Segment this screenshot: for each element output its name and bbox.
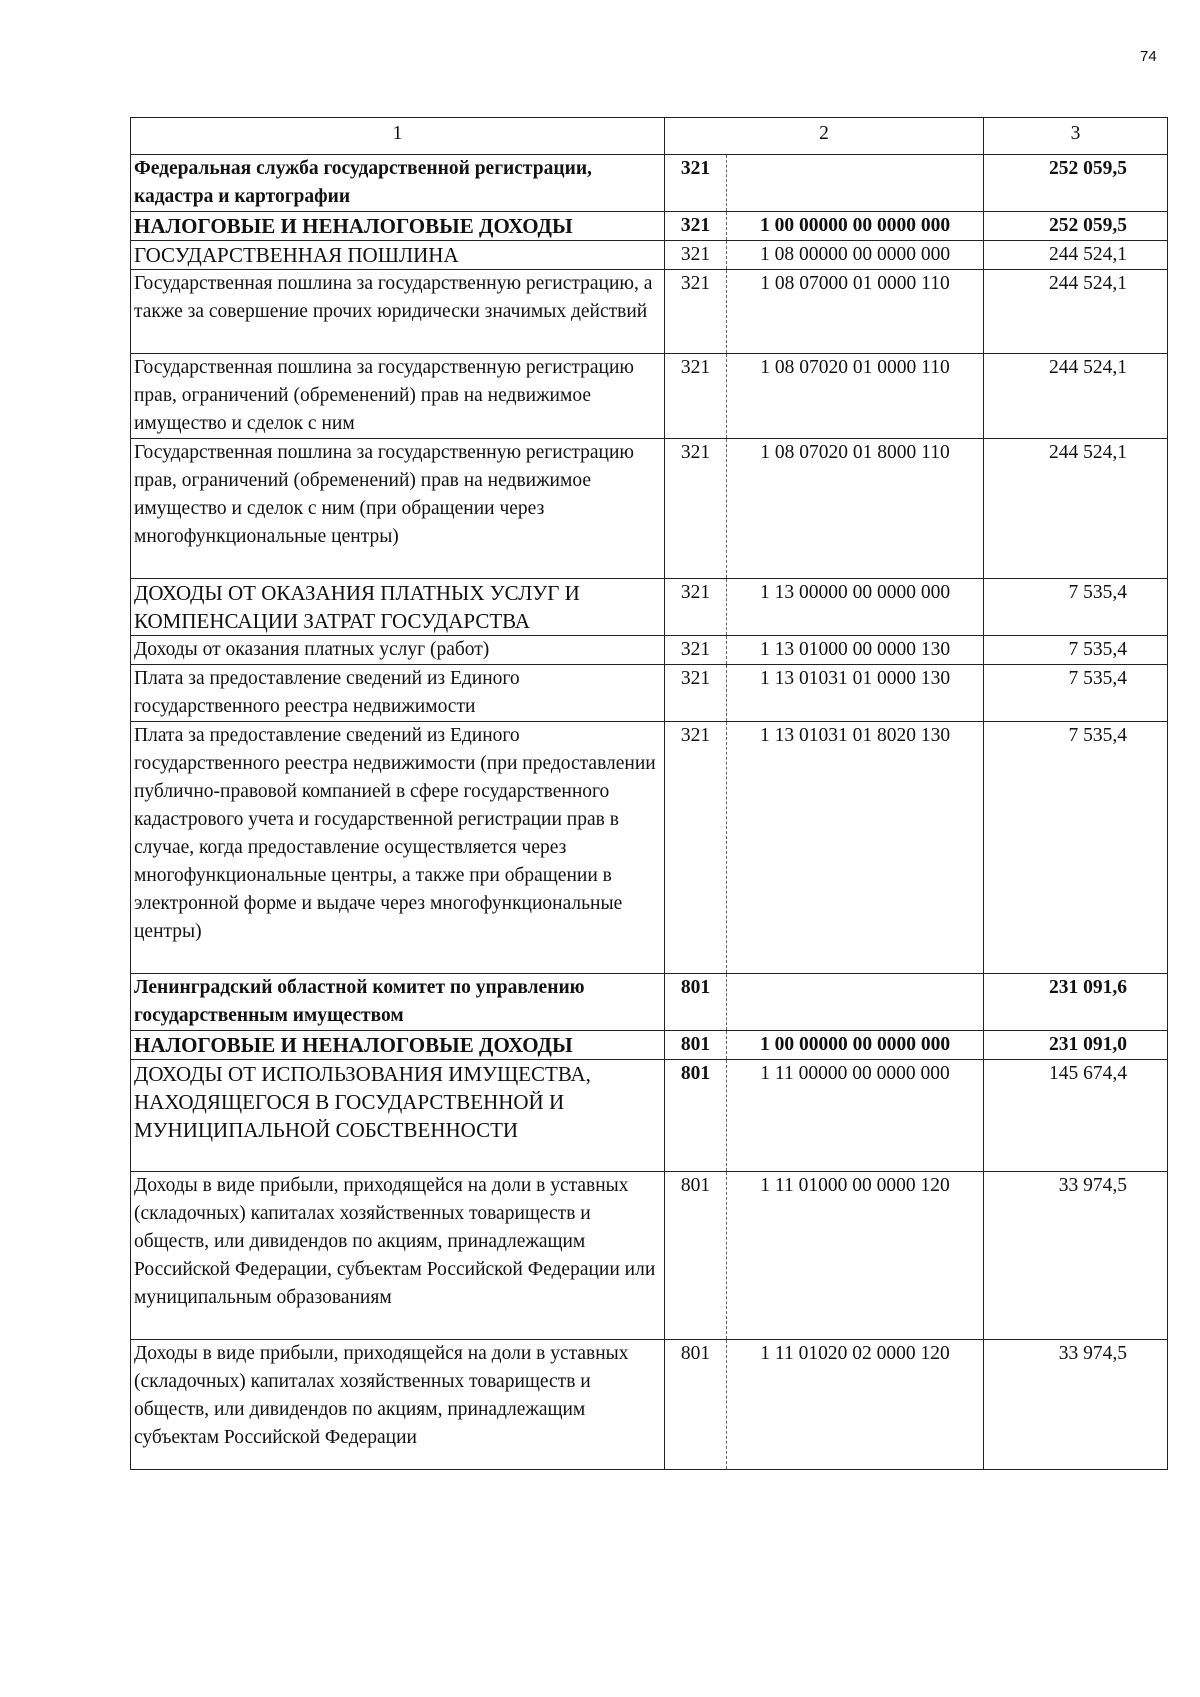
row-admin-code-cell: 321: [665, 241, 727, 270]
table-row: [131, 212, 1168, 241]
row-amount-cell: 252 059,5: [984, 212, 1168, 241]
table-row: [131, 1172, 1168, 1340]
header-col-2: 2: [665, 118, 984, 155]
row-name-cell: НАЛОГОВЫЕ И НЕНАЛОГОВЫЕ ДОХОДЫ: [131, 1031, 665, 1060]
row-amount-cell: 145 674,4: [984, 1060, 1168, 1172]
table-row: [131, 270, 1168, 354]
table-header-row: [131, 118, 1168, 155]
row-admin-code-cell: 321: [665, 439, 727, 579]
table-row: [131, 1031, 1168, 1060]
row-name-cell: Государственная пошлина за государственную регистрацию прав, ограничений (обременений) прав на недвижимое имущество и сделок с ним: [131, 354, 665, 439]
table-row: [131, 439, 1168, 579]
table-row: [131, 241, 1168, 270]
row-name-cell: Государственная пошлина за государственную регистрацию, а также за совершение прочих юридически значимых действий: [131, 270, 665, 354]
row-budget-code-cell: 1 00 00000 00 0000 000: [727, 212, 984, 241]
row-admin-code-cell: 321: [665, 579, 727, 636]
row-admin-code-cell: 801: [665, 1340, 727, 1470]
row-name-cell: НАЛОГОВЫЕ И НЕНАЛОГОВЫЕ ДОХОДЫ: [131, 212, 665, 241]
row-budget-code-cell: 1 13 01000 00 0000 130: [727, 636, 984, 665]
row-name-cell: ДОХОДЫ ОТ ОКАЗАНИЯ ПЛАТНЫХ УСЛУГ И КОМПЕНСАЦИИ ЗАТРАТ ГОСУДАРСТВА: [131, 579, 665, 636]
row-budget-code-cell: 1 13 01031 01 8020 130: [727, 722, 984, 974]
row-admin-code-cell: 321: [665, 665, 727, 722]
row-admin-code-cell: 321: [665, 722, 727, 974]
revenue-table: [130, 117, 1168, 1470]
row-admin-code-cell: 801: [665, 1060, 727, 1172]
row-budget-code-cell: [727, 155, 984, 212]
row-amount-cell: 33 974,5: [984, 1340, 1168, 1470]
row-amount-cell: 244 524,1: [984, 270, 1168, 354]
table-row: [131, 665, 1168, 722]
row-budget-code-cell: 1 11 01020 02 0000 120: [727, 1340, 984, 1470]
row-name-cell: Доходы в виде прибыли, приходящейся на доли в уставных (складочных) капиталах хозяйственных товариществ и обществ, или дивидендов по акциям, принадлежащим субъектам Российской Федерации: [131, 1340, 665, 1470]
table-row: [131, 636, 1168, 665]
row-amount-cell: 33 974,5: [984, 1172, 1168, 1340]
row-name-cell: Плата за предоставление сведений из Единого государственного реестра недвижимости (при предоставлении публично-правовой компанией в сфере государственного кадастрового учета и государственной регистрации прав в случае, когда предоставление осуществляется через многофункциональные центры, а также при обращении в электронной форме и выдаче через многофункциональные центры): [131, 722, 665, 974]
row-budget-code-cell: 1 08 07020 01 0000 110: [727, 354, 984, 439]
row-name-cell: Доходы в виде прибыли, приходящейся на доли в уставных (складочных) капиталах хозяйственных товариществ и обществ, или дивидендов по акциям, принадлежащим Российской Федерации, субъектам Российской Федерации или муниципальным образованиям: [131, 1172, 665, 1340]
table-row: [131, 1340, 1168, 1470]
row-amount-cell: 7 535,4: [984, 722, 1168, 974]
row-amount-cell: 7 535,4: [984, 636, 1168, 665]
table-row: [131, 722, 1168, 974]
row-budget-code-cell: 1 11 01000 00 0000 120: [727, 1172, 984, 1340]
row-name-cell: Государственная пошлина за государственную регистрацию прав, ограничений (обременений) прав на недвижимое имущество и сделок с ним (при обращении через многофункциональные центры): [131, 439, 665, 579]
row-amount-cell: 7 535,4: [984, 665, 1168, 722]
row-amount-cell: 244 524,1: [984, 439, 1168, 579]
row-name-cell: Плата за предоставление сведений из Единого государственного реестра недвижимости: [131, 665, 665, 722]
row-budget-code-cell: 1 08 07000 01 0000 110: [727, 270, 984, 354]
table-row: [131, 579, 1168, 636]
row-budget-code-cell: 1 08 07020 01 8000 110: [727, 439, 984, 579]
row-admin-code-cell: 801: [665, 1031, 727, 1060]
row-budget-code-cell: 1 13 00000 00 0000 000: [727, 579, 984, 636]
row-amount-cell: 231 091,6: [984, 974, 1168, 1031]
table-row: [131, 354, 1168, 439]
row-name-cell: Ленинградский областной комитет по управлению государственным имуществом: [131, 974, 665, 1031]
row-name-cell: ГОСУДАРСТВЕННАЯ ПОШЛИНА: [131, 241, 665, 270]
header-col-1: 1: [131, 118, 665, 155]
row-admin-code-cell: 321: [665, 636, 727, 665]
row-admin-code-cell: 321: [665, 354, 727, 439]
header-col-3: 3: [984, 118, 1168, 155]
row-admin-code-cell: 321: [665, 270, 727, 354]
revenue-table-body: [131, 118, 1168, 1470]
row-name-cell: Федеральная служба государственной регистрации, кадастра и картографии: [131, 155, 665, 212]
row-admin-code-cell: 801: [665, 974, 727, 1031]
row-amount-cell: 252 059,5: [984, 155, 1168, 212]
row-name-cell: ДОХОДЫ ОТ ИСПОЛЬЗОВАНИЯ ИМУЩЕСТВА, НАХОДЯЩЕГОСЯ В ГОСУДАРСТВЕННОЙ И МУНИЦИПАЛЬНОЙ СОБСТВЕННОСТИ: [131, 1060, 665, 1172]
row-admin-code-cell: 321: [665, 155, 727, 212]
row-amount-cell: 244 524,1: [984, 354, 1168, 439]
row-budget-code-cell: 1 11 00000 00 0000 000: [727, 1060, 984, 1172]
row-admin-code-cell: 801: [665, 1172, 727, 1340]
row-name-cell: Доходы от оказания платных услуг (работ): [131, 636, 665, 665]
row-amount-cell: 244 524,1: [984, 241, 1168, 270]
table-row: [131, 974, 1168, 1031]
table-row: [131, 155, 1168, 212]
row-budget-code-cell: 1 13 01031 01 0000 130: [727, 665, 984, 722]
row-amount-cell: 231 091,0: [984, 1031, 1168, 1060]
row-budget-code-cell: [727, 974, 984, 1031]
row-budget-code-cell: 1 08 00000 00 0000 000: [727, 241, 984, 270]
page-number: 74: [1140, 48, 1157, 65]
row-amount-cell: 7 535,4: [984, 579, 1168, 636]
table-row: [131, 1060, 1168, 1172]
row-budget-code-cell: 1 00 00000 00 0000 000: [727, 1031, 984, 1060]
row-admin-code-cell: 321: [665, 212, 727, 241]
